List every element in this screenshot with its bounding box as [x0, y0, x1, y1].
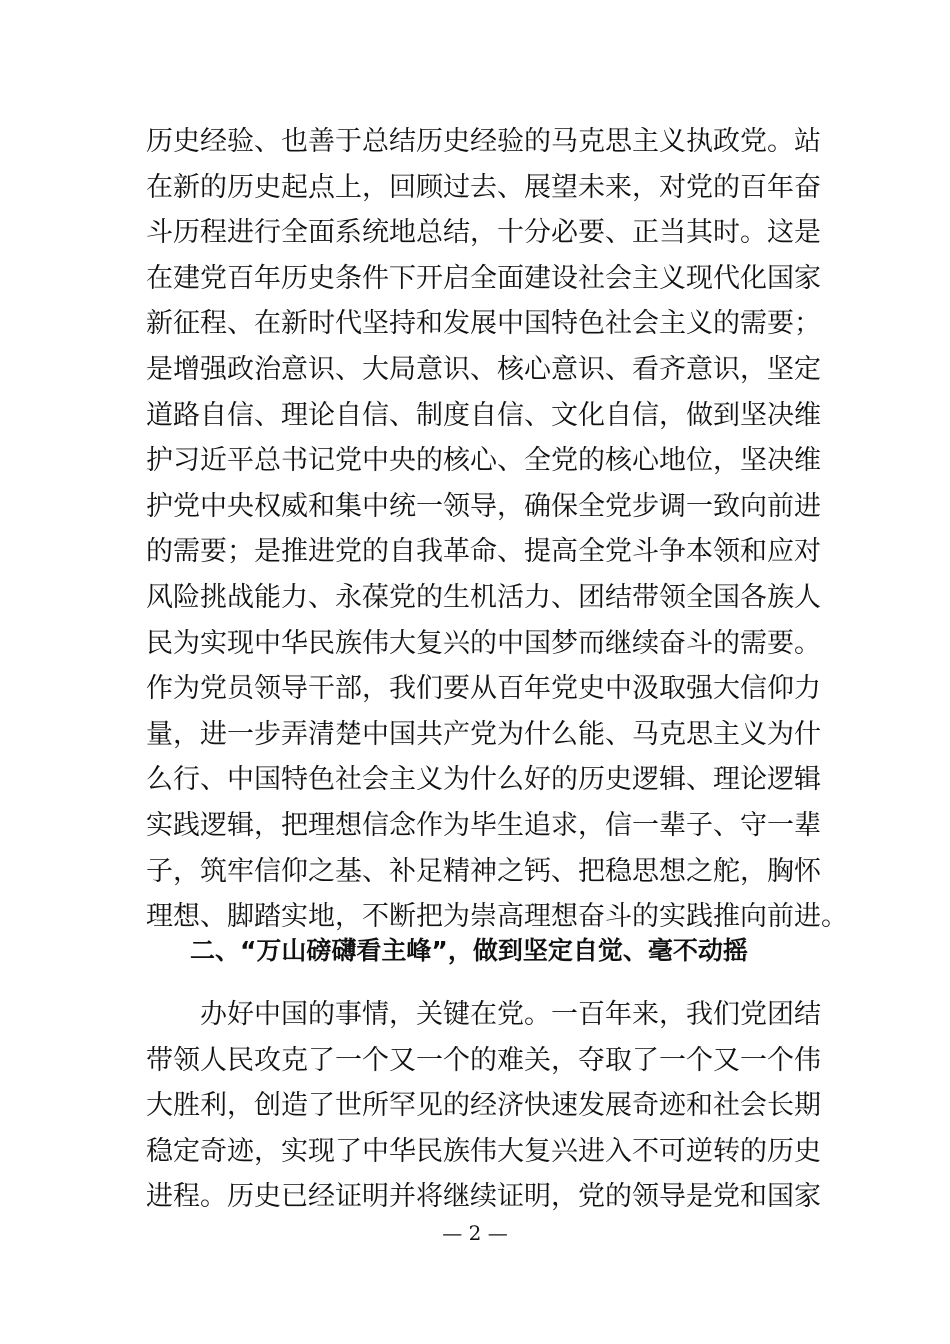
- text-line: 作为党员领导干部，我们要从百年党史中汲取强大信仰力: [146, 673, 821, 704]
- text-line: 新征程、在新时代坚持和发展中国特色社会主义的需要；: [146, 308, 821, 339]
- text-line: 护习近平总书记党中央的核心、全党的核心地位，坚决维: [146, 445, 821, 476]
- text-line: 在建党百年历史条件下开启全面建设社会主义现代化国家: [146, 263, 821, 294]
- text-line: 实践逻辑，把理想信念作为毕生追求，信一辈子、守一辈: [146, 810, 821, 841]
- text-line: 么行、中国特色社会主义为什么好的历史逻辑、理论逻辑: [146, 764, 821, 795]
- section-heading: 二、“万山磅礴看主峰”，做到坚定自觉、毫不动摇: [190, 936, 748, 965]
- text-line: 历史经验、也善于总结历史经验的马克思主义执政党。站: [146, 126, 821, 157]
- text-line: 是增强政治意识、大局意识、核心意识、看齐意识，坚定: [146, 354, 821, 385]
- text-line: 量，进一步弄清楚中国共产党为什么能、马克思主义为什: [146, 719, 821, 750]
- page-number: — 2 —: [442, 1221, 508, 1245]
- text-line: 风险挑战能力、永葆党的生机活力、团结带领全国各族人: [146, 582, 821, 613]
- text-line: 道路自信、理论自信、制度自信、文化自信，做到坚决维: [146, 400, 821, 431]
- text-line: 斗历程进行全面系统地总结，十分必要、正当其时。这是: [146, 217, 821, 248]
- text-line: 护党中央权威和集中统一领导，确保全党步调一致向前进: [146, 491, 821, 522]
- text-line: 的需要；是推进党的自我革命、提高全党斗争本领和应对: [146, 536, 821, 567]
- text-line: 稳定奇迹，实现了中华民族伟大复兴进入不可逆转的历史: [146, 1136, 821, 1167]
- text-line: 民为实现中华民族伟大复兴的中国梦而继续奋斗的需要。: [146, 628, 821, 659]
- text-line: 子，筑牢信仰之基、补足精神之钙、把稳思想之舵，胸怀: [146, 856, 821, 887]
- text-line: 理想、脚踏实地，不断把为崇高理想奋斗的实践推向前进。: [146, 901, 848, 932]
- text-line: 在新的历史起点上，回顾过去、展望未来，对党的百年奋: [146, 172, 821, 203]
- text-line: 带领人民攻克了一个又一个的难关，夺取了一个又一个伟: [146, 1045, 821, 1076]
- text-line: 办好中国的事情，关键在党。一百年来，我们党团结: [200, 999, 821, 1030]
- text-line: 进程。历史已经证明并将继续证明，党的领导是党和国家: [146, 1181, 821, 1212]
- text-line: 大胜利，创造了世所罕见的经济快速发展奇迹和社会长期: [146, 1090, 821, 1121]
